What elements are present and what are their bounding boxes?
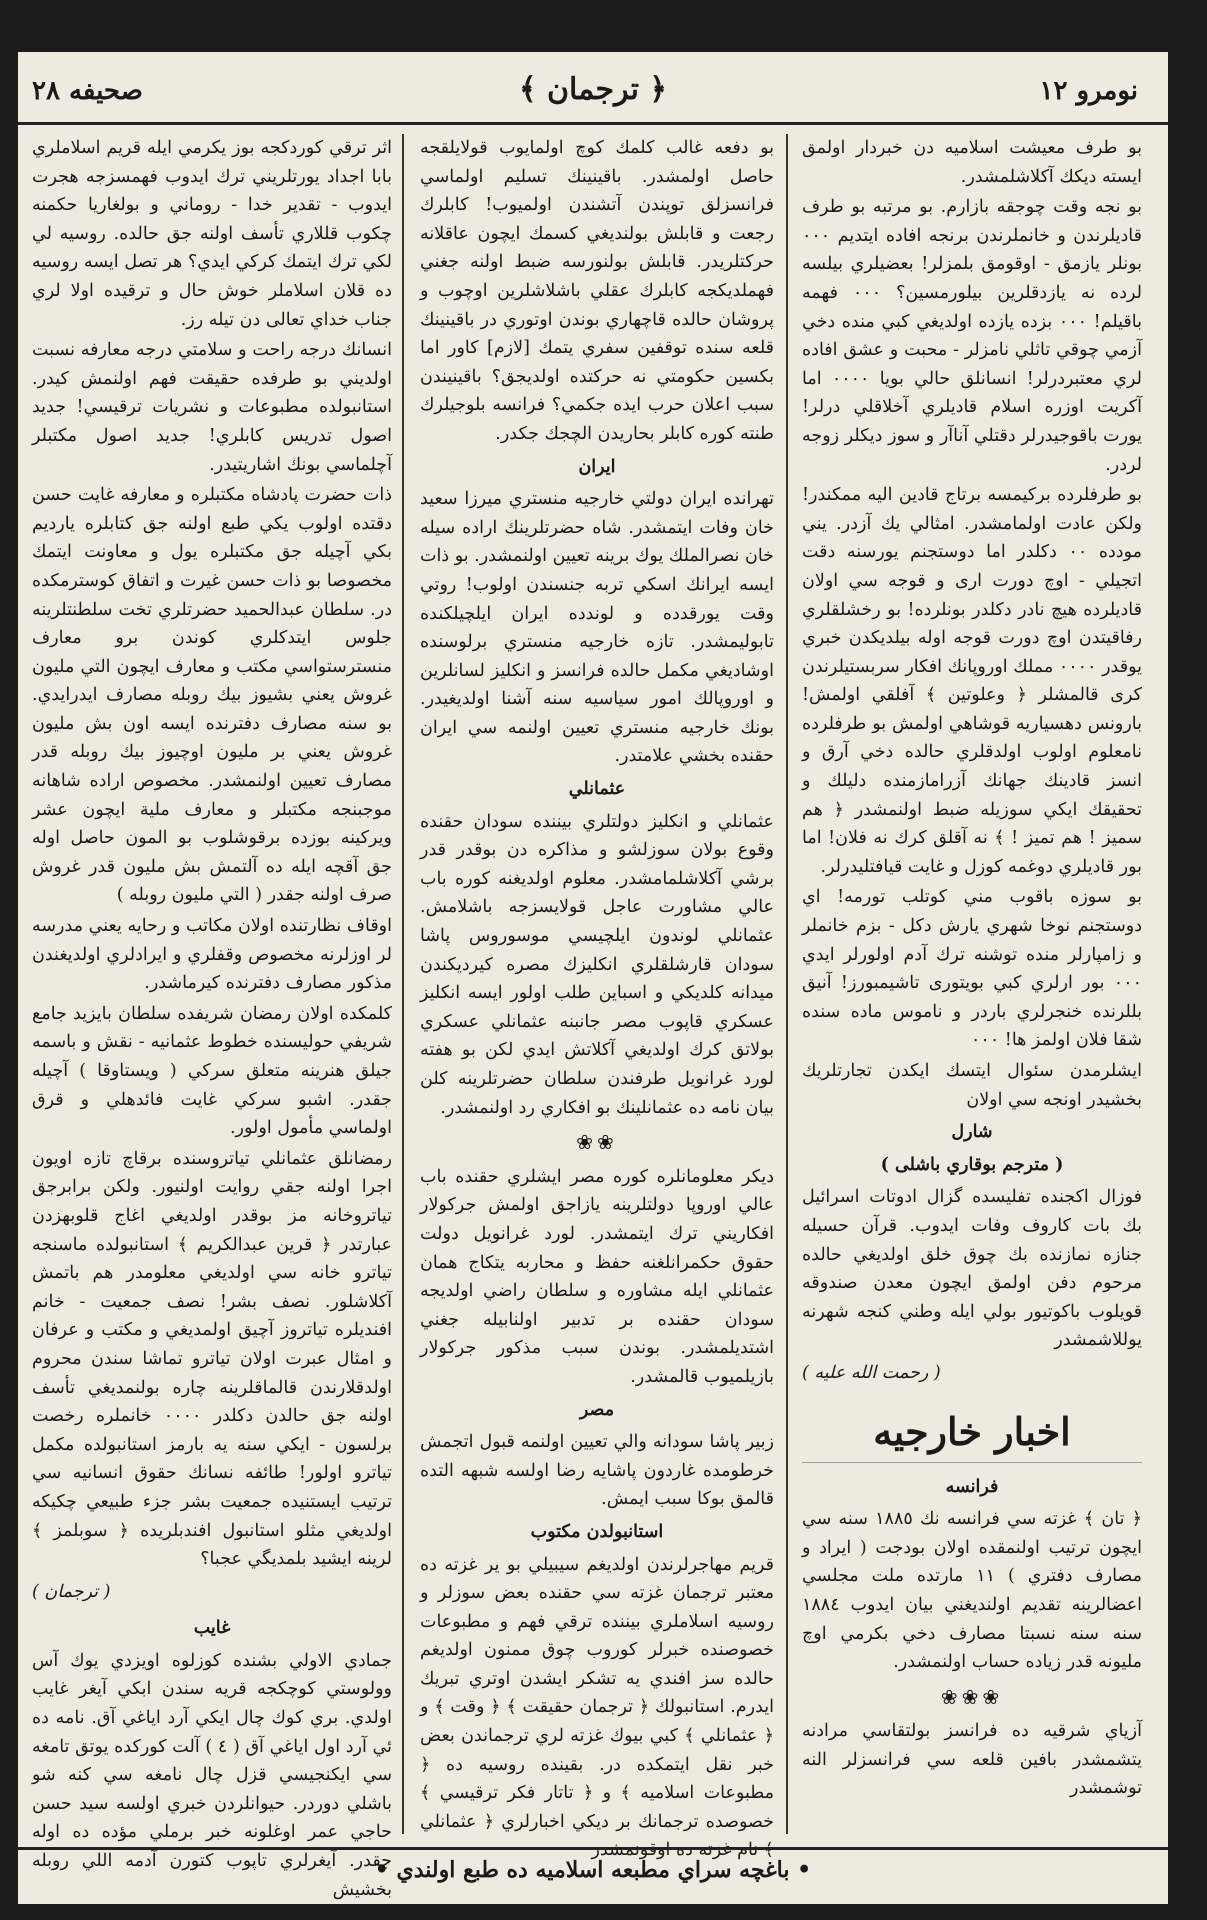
egypt-paragraph: زبير پاشا سودانه والي تعيين اولنمه قبول اتجمش خرطومده غاردون پاشايه رضا اولسه شبهه التده قالمق بوكا سبب ايمش. <box>420 1432 774 1510</box>
east-asia-paragraph: آزياي شرقيه ده فرانسز بولتقاسي مرادنه يتشمشدر بافين قلعه سي فرانسزلر النه توشمشدر <box>802 1721 1142 1799</box>
subheading-france: فرانسه <box>945 1476 999 1497</box>
paragraph: ايشلرمدن سئوال ايتسك ايكدن تجارتلريك بخشيدر اونجه سي اولان <box>802 1061 1142 1110</box>
paragraph: بو طرفلرده بركيمسه برتاج قادين اليه ممكندر! ولكن عادت اولمامشدر. امثالي يك آزدر. يني مودده ٠٠ دكلدر اما دوستجنم يورسنه دقت اتجيلي - اوچ دورت ارى و قوجه سي اولان قاديلرده هيچ نادر دكلدر بونلرده! بو رخشلقلري رفاقيتدن اوچ دورت قوجه اوله بيلديكدن خبري يوقدر ٠٠٠٠ مملك اوروپانك افكار سربستيلرندن كرى قالمشلر ﴿ وعلوتين ﴾ آفلقي اولمش! بارونس دهسياريه قوشاهي اولمش بو طرفلرده نامعلوم اولوب اولدقلري حالده دخي آرق و انسز قادينك جهانك آزرامازمنده دليلك و تحقيقك ايكي سوزيله ضبط اولنمشدر ﴿ هم سميز ! هم تميز ! ﴾ نه آقلق كرك نه فلان! اما بور قاديلري دوغمه كوزل و غايت قيافتليدرلر. <box>802 485 1142 877</box>
news-paragraph: ديكر معلومانلره كوره مصر ايشلري حقنده باب عالي اوروپا دولتلرينه يازاجق اولمش جركولار افكاريني ترك ايتمشدر. لورد غرانويل دولت حقوق حكمرانلغنه حفظ و محاربه يتكاج همان عثمانلي ايله مشاوره و سلطان راضي اولديجه سودان حقنده بر تدبير اولنابيله جغني اشتديلمشدر. بوندن سبب مذكور جركولار بازيلميوب قالمشدر. <box>420 1166 774 1387</box>
paragraph: كلمكده اولان رمضان شريفده سلطان بايزيد جامع شريفي حوليسنده خطوط عثمانيه - نقش و باسمه جيلق هنرينه متعلق سركي ( ويستاوقا ) آچيله جقدر. اشبو سركي غايت فائدهلي و قرق اولماسي مأمول اولور. <box>32 1003 392 1139</box>
paragraph: بو دفعه غالب كلمك كوچ اولمايوب قولايلقجه حاصل اولمشدر. باقينينك تسليم اولماسي فرانسزلق توپندن آتشندن اولميوب! كابلرك رجعت و قابلش بولنديغي كسمك ايچون عاقلانه حركتلريدر. قابلش بولنورسه ضبط اولنه جغني فهملديكجه كابلرك عقلي باشلاشلرين اوچوب و پروشان حالده قاچهاري بوندن اوتوري در باقينينك قلعه سنده توقفين سفري يتمك [لازم] كاور اما بكسين حكومتي نه حركتده اولديجق؟ باقينيندن سبب اعلان حرب ايده جكمي؟ فرانسه بلوجيلرك طنته كوره كابلر بحاريدن الچجك جكدر. <box>420 138 774 444</box>
paragraph: اوقاف نظارتنده اولان مكاتب و رحايه يعني مدرسه لر اوزلرنه مخصوص وقفلري و ايرادلري اولديغندن مذكور مصارف دفترنده كيرماشدر. <box>32 916 392 994</box>
signature: ( ترجمان ) <box>32 1581 111 1602</box>
paragraph: انسانك درجه راحت و سلامتي درجه معارفه نسبت اولديني بو طرفده حقيقت فهم اولنمش كيدر. استانبولده مطبوعات و نشريات ترقيسي! جديد اصول تدريس كابلري! جديد اصول مكتبلر آچلماسي بونك اشاريتيدر. <box>32 340 392 475</box>
subheading-iran: ايران <box>578 456 616 477</box>
left-column <box>32 134 393 1900</box>
paragraph: بو نجه وقت چوجقه بازارم. بو مرتبه بو طرف قاديلرندن و خانملرندن برنجه افاده ايتديم ٠٠٠ بونلر يازمق - اوقومق بلمزلر! بعضيلري بيلسه لرده نه يازدقلرين بيلورمسين؟ ٠٠٠ فهمه باقيلم! ٠٠٠ بزده يازده اولديغي كبي منده دخي آزمي چوقي تاثلي نامزلر - محبت و عشق افاده لري معتبردرلر! انسانلق حالي بويا ٠٠٠٠ اما آكريت اوزره اسلام قاديلري آخلاقلي درلر! يورت باقوجيدرلر دقتلي آناآر و سوز ديكلر زوجه لردر. <box>802 197 1142 475</box>
translator-note: ( مترجم بوقاري باشلى ) <box>880 1154 1064 1175</box>
separator-stars: ❀❀ <box>576 1130 618 1155</box>
iran-paragraph: تهرانده ايران دولتي خارجيه منستري ميرزا سعيد خان وفات ايتمشدر. شاه حضرتلرينك اراده سيله خان نصرالملك يوك برينه تعيين اولنمشدر. بو ذات ايسه ايرانك اسكي تربه جنسندن اولوب! روتي وقت يورقدده و لوندده ايران ايلچيلكنده تابوليمشدر. تازه خارجيه منستري برلوسنده اوشاديغي مكمل حالده فرانسز و انكليز لسانلرين و اوروپالك امور سياسيه سنه آشنا اولديغيدر. بونك خارجيه منستري تعيين اولنمه سي ايران حقنده بخشي علامتدر. <box>420 489 774 767</box>
subheading-egypt: مصر <box>579 1399 615 1420</box>
france-paragraph: ﴿ تان ﴾ غزته سي فرانسه نك ١٨٨٥ سنه سي ايچون ترتيب اولنمقده اولان بودجت ( ايراد و مصارف دفتري ) ١١ مارتده ملت مجلسي اعضالرينه تقديم اولنديغني بيان ايدوب ١٨٨٤ سنه سنه نسبتا مصارف دخي بكرمي اوچ مليونه قدر زياده حساب اولنمشدر. <box>802 1509 1142 1673</box>
middle-column <box>420 134 774 1861</box>
page-number: صحيفه ٢٨ <box>32 76 143 106</box>
subheading-missing: غايب <box>193 1618 231 1639</box>
paragraph: اثر ترقي كوردكجه بوز يكرمي ايله قريم اسلاملري بابا اجداد يورتلريني ترك ايدوب فهمسزجه هجرت ايدوب - تقدير خدا - روماني و بولغاريا حكمنه چكوب قللاري تأسف اولنه جق حالده. روسيه لي لكي ترك ايتمك كركي ايدي؟ هر تصل ايسه روسيه ده قلان اسلاملر خوش حال و ترقيده اولا لري جناب خداي تعالى دن تيله رز. <box>32 138 392 330</box>
newspaper-page <box>18 52 1168 1904</box>
imprint-footer: • باغچه سراي مطبعه اسلاميه ده طبع اولندي • <box>18 1847 1168 1890</box>
right-column <box>802 134 1142 1834</box>
missing-paragraph: جمادي الاولي بشنده كوزلوه اويزدي يوك آس وولوستي كوچكجه قريه سندن ابكي آيغر غايب اولدي. بري كوك چال ايكي آرد اياغي آق. نامه ده ئي آرد اول اياغي آق ( ٤ ) آلت كوركده يوتق تامغه سي ايكنجيسي قزل چال نامغه سي كنه شو باشلي دوردر. حيوانلردن خبري اولسه سيد حسن حاجي عمر اوغلونه خبر برملي مؤده ده اوله جقدر. آيغرلري تاپوب كتورن آدمه اللي روبله بخشيش <box>32 1650 392 1900</box>
newspaper-title: ﴿ ترجمان ﴾ <box>518 72 667 107</box>
obituary-paragraph: فوزال اكجنده تفليسده گزال ادوتات اسرائيل بك بات كاروف وفات ايدوب. قرآن حسيله جنازه نمازنده بك چوق خلق اولديغي حالده مرحوم دفن اولمق ايچون معدن صندوقه قويلوب باكوتيور بولي ايله وطني كنجه شهرنه يوللاشمشدر <box>802 1187 1142 1351</box>
blessing: ( رحمت الله عليه ) <box>802 1362 941 1383</box>
separator-stars: ❀❀❀ <box>940 1684 1004 1709</box>
signature: شارل <box>951 1122 993 1143</box>
page-header <box>18 62 1168 125</box>
column-divider <box>786 134 788 1834</box>
column-divider <box>402 134 404 1834</box>
paragraph: ذات حضرت پادشاه مكتبلره و معارفه غايت حسن دقتده اولوب يكي طبع اولنه جق كتابلره يارديم بكي آچيله جق مكتبلره يول و معاونت ايتمك مخصوصا بو ذات حسن غيرت و اتفاق كوسترمكده در. سلطان عبدالحميد حضرتلري تخت سلطنتلرينه جلوس ايتدكلري كوندن برو معارف منسترستواسي مكتب و معارف ايچون التي مليون غروش يعني بشيوز بيك روبله مصارف ايدرايدي. بو سنه مصارف دفترنده ايسه اون بش مليون غروش يعني بر مليون اوچيوز بيك روبله قدر مصارف تعيين اولنمشدر. مخصوص اراده شاهانه موجبنجه مكتبلر و معارف ملية ايچون عشر ويركينه بوزده برقوشلوب بو المون حاصل اوله جق آقچه ايله ده آلتمش بش مليون قدر غروش صرف اولنه جقدر ( التي مليون روبله ) <box>32 485 392 906</box>
paragraph: بو طرف معيشت اسلاميه دن خبردار اولمق ايسته ديكك آكلاشلمشدر. <box>802 138 1142 187</box>
issue-number: نومرو ١٢ <box>1039 76 1138 106</box>
subheading-ottoman: عثمانلي <box>568 779 626 800</box>
letter-paragraph: قريم مهاجرلرندن اولديغم سيبيلي بو ير غزته ده معتبر ترجمان غزته سي حقنده بعض سوزلر و روسيه اسلاملري بيننده ترقي فهم و مطبوعات خصوصنده خبرلر كوروب چوق ممنون اولديغم حالده سز افندي يه تشكر ايشدن اوتري تبريك ايدرم. استانبولك ﴿ ترجمان حقيقت ﴾ ﴿ وقت ﴾ و ﴿ عثمانلي ﴾ كبي بيوك غزته لري ترجماندن بعض خبر نقل ايتمكده در. بقينده روسيه ده ﴿ مطبوعات اسلاميه ﴾ و ﴿ تاتار فكر ترقيسي ﴾ خصوصده ترجمانك بر ديكي اخبارلري ﴿ عثمانلي ﴾ نام غزته ده اوقونمشدر <box>420 1554 774 1861</box>
paragraph: بو سوزه باقوب مني كوتلب تورمه! اي دوستجنم نوخا شهري يارش دكل - بزم خانملر و زامپارلر منده توشنه ترك آدم اولورلر ايدي ٠٠٠ بور ارلري كبي بويتورى تاشيمبورز! آنيق بللرنده خنجرلري باردر و ناموس ماده سنده شقا فلان اولمز ها! ٠٠٠ <box>802 887 1142 1051</box>
ottoman-paragraph: عثمانلي و انكليز دولتلري بيننده سودان حقنده وقوع بولان سوزلشو و مذاكره دن بوقدر قدر برشي آكلاشلمامشدر. معلوم اولديغنه كوره باب عالي مشاورت عاجل قولايسزجه باشلامش. عثمانلي لوندون ايلچيسي موسوروس پاشا سودان قارشلقلري انكليزك مصره كيرديكندن ميدانه كلديكي و اسباين طلب اولور ايسه انكليز عسكري قاپوب مصر جانبنه عثمانلي عسكري بولاتق كرك اولديغي آكلاتش ايدي لكن بو هفته لورد غرانويل طرفندن سلطان حضرتلرينه كلن بيان نامه ده عثمانلينك بو افكاري رد اولنمشدر. <box>420 811 774 1118</box>
subheading-istanbul-letter: استانبولدن مكتوب <box>530 1521 664 1542</box>
section-title-foreign-news: اخبار خارجيه <box>802 1402 1142 1463</box>
paragraph: رمضانلق عثمانلي تياتروسنده برقاچ تازه اويون اجرا اولنه جقي روايت اولنيور. ولكن برابرجق تياتروخانه مز بوقدر اولديغي اغاج قلوبهزدن عبارتدر ﴿ قرين عبدالكريم ﴾ استانبولده ماسنجه تياترو خانه سي اولديغي معلومدر هم باتمش آكلاشلور. نصف بشر! نصف جمعيت - خانم افنديلره تياتروز آچيق اولمديغي و مكتب و عرفان و امثال عبرت اولان تياترو تماشا سندن محروم اولدقلارندن قالماقلرينه چاره بولنمديغي تأسف اولنه جق حالدن دكلدر ٠٠٠٠ خانملره رخصت برلسون - ايكي سنه يه بارمز استانبولده مكمل تياترو اولور! طائفه نسانك حقوق انسانيه سي ترتيب ايستنيده جمعيت بشر جزء طبيعي چكيكه اولديغي مثلو استانبول افندبلريده ﴿ سوبلمز ﴾ لرينه ايشيد بلمديگي عجبا؟ <box>32 1148 393 1570</box>
